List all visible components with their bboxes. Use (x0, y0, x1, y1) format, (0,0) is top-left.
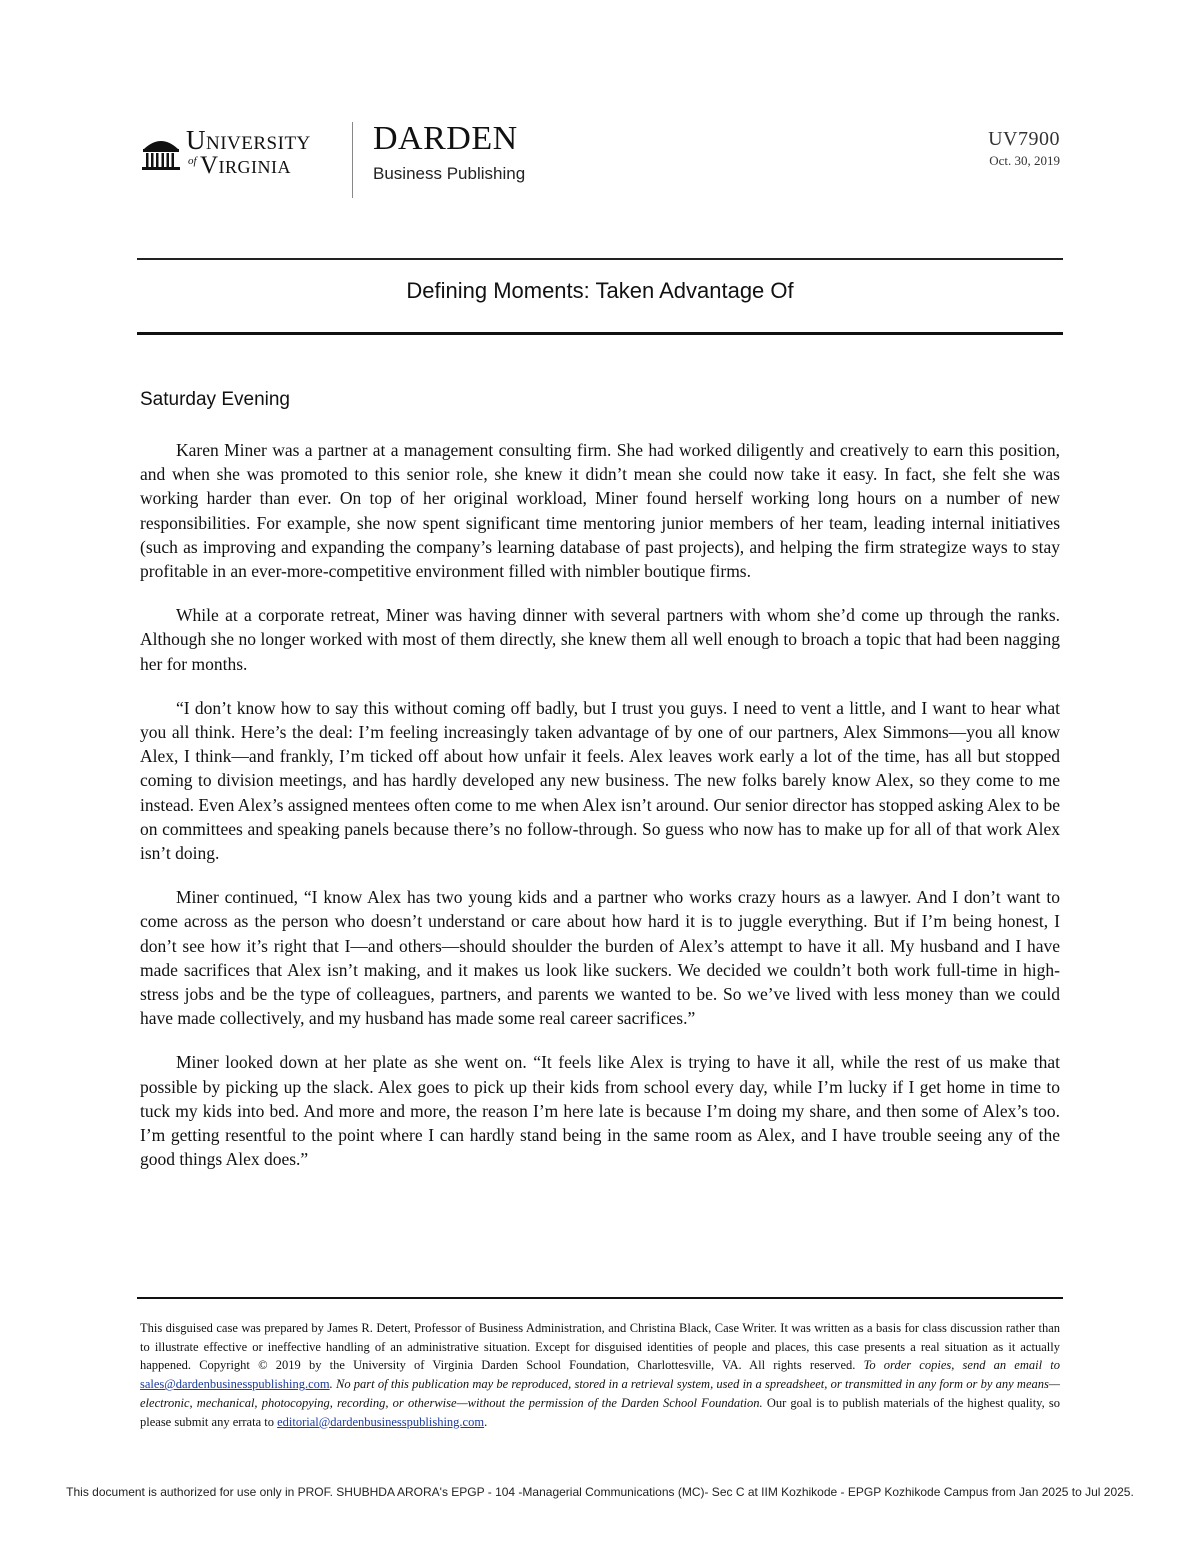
page-header (140, 122, 1060, 202)
footnote-rights-text: . No part of this publication may be reproduced, stored in a retrieval system, used in a spreadsheet, or transmitted in any form or by any means—electronic, mechanical, photocopying, recording, or otherwise—without the permission of the Darden School Foundation. (140, 1377, 1060, 1410)
body-paragraph: While at a corporate retreat, Miner was having dinner with several partners with whom she’d come up through the ranks. Although she no longer worked with most of them directly, she knew them all well enough to broach a topic that had been nagging her for months. (140, 605, 1060, 674)
sales-email-link[interactable]: sales@dardenbusinesspublishing.com (140, 1377, 330, 1392)
document-id: UV7900 (988, 128, 1060, 150)
authorization-notice: This document is authorized for use only in PROF. SHUBHDA ARORA's EPGP - 104 -Managerial Communications (MC)- Sec C at IIM Kozhikode - EPGP Kozhikode Campus from Jan 2025 to Jul 2025. (66, 1485, 1134, 1499)
section-heading: Saturday Evening (140, 389, 290, 410)
case-body (140, 438, 1060, 1191)
editorial-email-link[interactable]: editorial@dardenbusinesspublishing.com (277, 1414, 485, 1429)
header-divider (352, 122, 353, 198)
footnote-order-text: To order copies, send an email to (863, 1358, 1060, 1373)
body-paragraph: Miner looked down at her plate as she went on. “It feels like Alex is trying to have it all, while the rest of us make that possible by picking up the slack. Alex goes to pick up their kids from school every day, while I’m lucky if I get home in time to tuck my kids into bed. And more and more, the reason I’m here late is because I’m doing my share, and then some of Alex’s too. I’m getting resentful to the point where I can hardly stand being in the same room as Alex, and I have trouble seeing any of the good things Alex does.” (140, 1052, 1060, 1170)
body-paragraph: Miner continued, “I know Alex has two young kids and a partner who works crazy hours as a lawyer. And I don’t want to come across as the person who doesn’t understand or care about how hard it is to juggle everything. But if I’m being honest, I don’t see how it’s right that I—and others—should shoulder the burden of Alex’s attempt to have it all. My husband and I have made sacrifices that Alex isn’t making, and it makes us look like suckers. We decided we couldn’t both work full-time in high-stress jobs and be the type of colleagues, partners, and parents we wanted to be. So we’ve lived with less money than we could have made collectively, and my husband has made some real career sacrifices.” (140, 887, 1060, 1029)
footnote-text: This disguised case was prepared by James R. Detert, Professor of Business Administration, and Christina Black, Case Writer. It was written as a basis for class discussion rather than to illustrate effective or ineffective handling of an administrative situation. Except for disguised identities of people and places, this case presents a real situation as it actually happened. Copyright © 2019 by the University of Virginia Darden School Foundation, Charlottesville, VA. All rights reserved. (140, 1321, 1060, 1373)
rotunda-icon (140, 131, 182, 173)
copyright-footnote (140, 1319, 1060, 1431)
footnote-errata-text: Our goal is to publish materials of the highest quality, so please submit any errata to (140, 1395, 1061, 1429)
case-title: Defining Moments: Taken Advantage Of (406, 278, 794, 303)
uva-wordmark-line2: Virginia (200, 152, 292, 179)
darden-subtitle: Business Publishing (373, 164, 526, 183)
title-rule-bottom (137, 332, 1063, 335)
document-date: Oct. 30, 2019 (989, 153, 1060, 168)
uva-wordmark-of: of (188, 155, 197, 167)
document-meta (988, 128, 1060, 169)
uva-logo (140, 127, 340, 177)
darden-logo (373, 122, 525, 184)
body-paragraph: Karen Miner was a partner at a management consulting firm. She had worked diligently and creatively to earn this position, and when she was promoted to this senior role, she knew it didn’t mean she could now take it easy. In fact, she felt she was working harder than ever. On top of her original workload, Miner found herself working long hours on a number of new responsibilities. For example, she now spent significant time mentoring junior members of her team, leading internal initiatives (such as improving and expanding the company’s learning database of past projects), and helping the firm strategize ways to stay profitable in an ever-more-competitive environment filled with nimbler boutique firms. (140, 440, 1060, 582)
uva-wordmark-line1: University (186, 125, 311, 155)
darden-title: DARDEN (373, 120, 518, 157)
body-paragraph: “I don’t know how to say this without coming off badly, but I trust you guys. I need to vent a little, and I want to hear what you all think. Here’s the deal: I’m feeling increasingly taken advantage of by one of our partners, Alex Simmons—you all know Alex, I think—and frankly, I’m ticked off about how unfair it feels. Alex leaves work early a lot of the time, has all but stopped coming to division meetings, and has hardly developed any new business. The new folks barely know Alex, so they come to me instead. Even Alex’s assigned mentees often come to me when Alex isn’t around. Our senior director has stopped asking Alex to be on committees and speaking panels because there’s no follow-through. So guess who now has to make up for all of that work Alex isn’t doing. (140, 697, 1060, 864)
title-rule-top (137, 258, 1063, 260)
footnote-end: . (484, 1414, 488, 1429)
footnote-rule (137, 1297, 1063, 1299)
